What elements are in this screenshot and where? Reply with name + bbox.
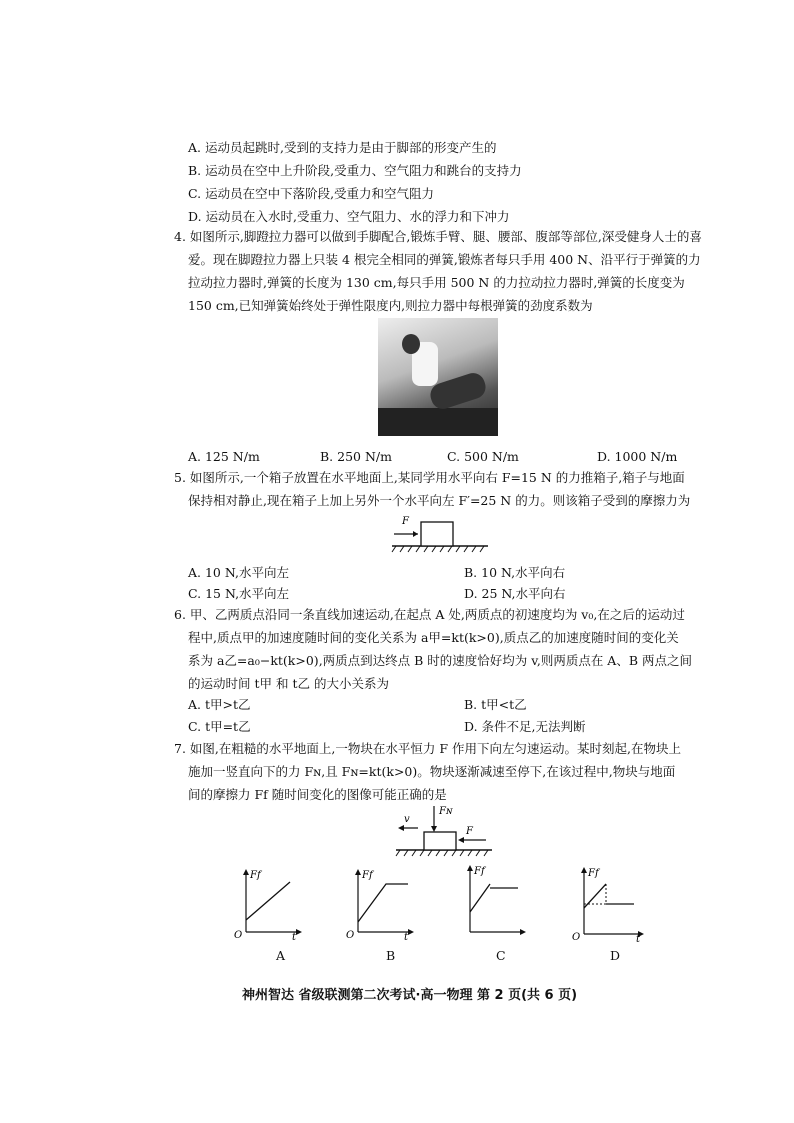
q5-stem-line-1: 5. 如图所示,一个箱子放置在水平地面上,某同学用水平向右 F=15 N 的力推箱子,箱子与地面 [174,470,685,485]
q7-stem-line-1: 7. 如图,在粗糙的水平地面上,一物块在水平恒力 F 作用下向左匀速运动。某时刻起,在物块上 [174,741,681,756]
q4-option-b: B. 250 N/m [320,449,392,464]
q5-option-a: A. 10 N,水平向左 [188,565,289,580]
graph-b-origin-label: O [346,930,355,940]
q4-stem-line-4: 150 cm,已知弹簧始终处于弹性限度内,则拉力器中每根弹簧的劲度系数为 [188,298,593,313]
q7-option-b: B [386,948,396,963]
exerciser-photo [378,318,498,436]
q5-option-c: C. 15 N,水平向左 [188,586,290,601]
q7-option-a: A [276,948,286,963]
q7-stem-line-2: 施加一竖直向下的力 Fɴ,且 Fɴ=kt(k>0)。物块逐渐减速至停下,在该过程中,物块与地面 [188,764,676,779]
graph-b-x-label: t [404,932,409,940]
graph-a-y-label: Ff [250,870,261,881]
q5-box-diagram [390,510,490,554]
page-footer: 神州智达 省级联测第二次考试·高一物理 第 2 页(共 6 页) [242,988,578,1003]
graph-a-origin-label: O [234,930,243,940]
q4-option-c: C. 500 N/m [447,449,519,464]
q5-option-d: D. 25 N,水平向右 [464,586,566,601]
graph-d-x-label: t [636,934,641,942]
q4-option-d: D. 1000 N/m [597,449,678,464]
q6-stem-line-3: 系为 a乙=a₀−kt(k>0),两质点到达终点 B 时的速度恰好均为 v,则两质点在 A、B 两点之间 [188,653,692,668]
q7-graph-a [232,866,304,940]
q4-stem-line-3: 拉动拉力器时,弹簧的长度为 130 cm,每只手用 500 N 的力拉动拉力器时,弹簧的长度变为 [188,275,685,290]
q6-option-d: D. 条件不足,无法判断 [464,719,586,734]
q6-stem-line-4: 的运动时间 t甲 和 t乙 的大小关系为 [188,676,389,691]
q4-stem-line-2: 爱。现在脚蹬拉力器上只装 4 根完全相同的弹簧,锻炼者每只手用 400 N、沿平行于弹簧的力 [188,252,701,267]
q7-velocity-label: v [404,814,410,825]
graph-b-y-label: Ff [362,870,373,881]
q6-stem-line-1: 6. 甲、乙两质点沿同一条直线加速运动,在起点 A 处,两质点的初速度均为 v₀,在之后的运动过 [174,607,685,622]
q3-option-d: D. 运动员在入水时,受重力、空气阻力、水的浮力和下冲力 [188,209,510,224]
q7-stem-line-3: 间的摩擦力 Ff 随时间变化的图像可能正确的是 [188,787,447,802]
q5-option-b: B. 10 N,水平向右 [464,565,566,580]
q7-fn-label: Fɴ [439,806,453,817]
q6-option-b: B. t甲<t乙 [464,697,527,712]
q3-option-c: C. 运动员在空中下落阶段,受重力和空气阻力 [188,186,435,201]
q6-stem-line-2: 程中,质点甲的加速度随时间的变化关系为 a甲=kt(k>0),质点乙的加速度随时间的变化关 [188,630,679,645]
graph-d-origin-label: O [572,932,581,942]
q6-option-a: A. t甲>t乙 [188,697,251,712]
q7-block-diagram [394,802,494,860]
q6-option-c: C. t甲=t乙 [188,719,251,734]
q7-option-d: D [610,948,621,963]
q4-option-a: A. 125 N/m [188,449,260,464]
q7-force-label: F [466,826,473,837]
q4-stem-line-1: 4. 如图所示,脚蹬拉力器可以做到手脚配合,锻炼手臂、腿、腰部、腹部等部位,深受健身人士的喜 [174,229,702,244]
q7-graph-c [456,862,528,940]
graph-c-y-label: Ff [474,866,485,877]
q3-option-b: B. 运动员在空中上升阶段,受重力、空气阻力和跳台的支持力 [188,163,522,178]
q7-graph-b [344,866,416,940]
graph-a-x-label: t [292,932,297,940]
q3-option-a: A. 运动员起跳时,受到的支持力是由于脚部的形变产生的 [188,140,497,155]
q7-graph-d [570,864,646,942]
q5-stem-line-2: 保持相对静止,现在箱子上加上另外一个水平向左 F′=25 N 的力。则该箱子受到的摩擦力为 [188,493,691,508]
q7-option-c: C [496,948,506,963]
q5-force-label: F [402,516,409,527]
graph-d-y-label: Ff [588,868,599,879]
